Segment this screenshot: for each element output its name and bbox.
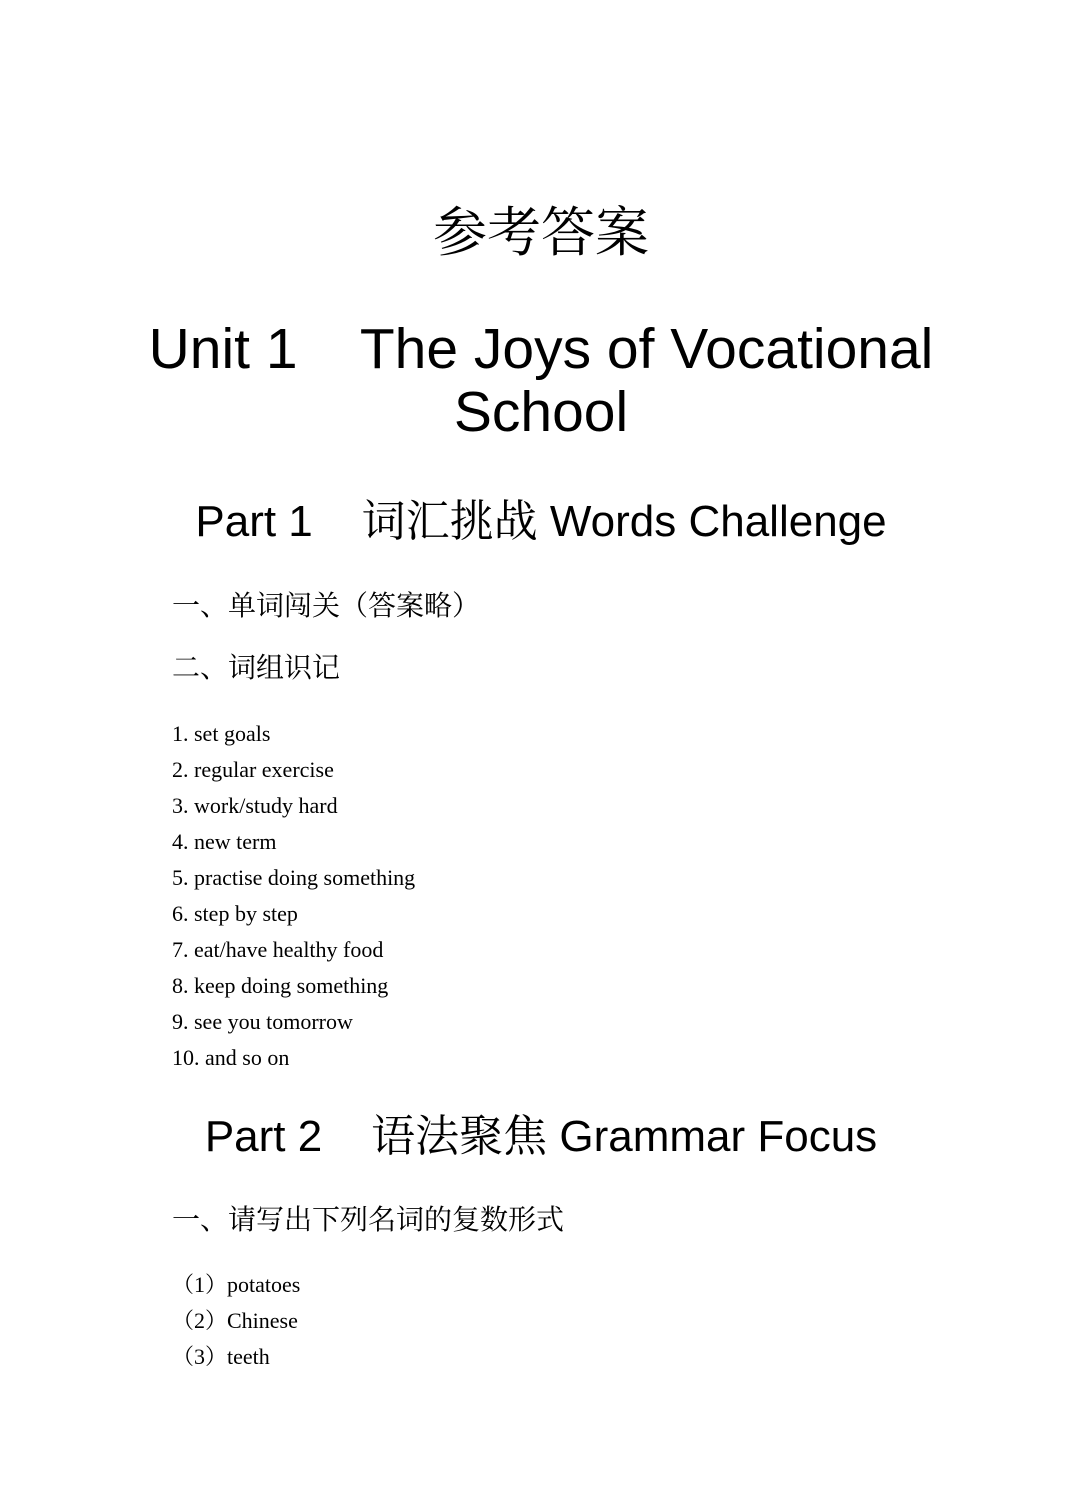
part2-section1-heading: 一、请写出下列名词的复数形式 (172, 1203, 565, 1236)
list-item: （3）teeth (172, 1344, 270, 1369)
list-item: 9. see you tomorrow (172, 1009, 353, 1034)
part2-heading: Part 2 语法聚焦 Grammar Focus (204, 1112, 878, 1161)
list-item: 4. new term (172, 829, 277, 854)
list-item: 8. keep doing something (172, 973, 389, 998)
list-item: （2）Chinese (172, 1308, 298, 1333)
list-item: 10. and so on (172, 1045, 290, 1070)
list-item: 6. step by step (172, 901, 298, 926)
document-title: 参考答案 (433, 201, 649, 264)
plural-answer-list (172, 1267, 300, 1375)
list-item: 2. regular exercise (172, 757, 334, 782)
phrase-answer-list (172, 716, 415, 1076)
list-item: 3. work/study hard (172, 793, 338, 818)
list-item: 7. eat/have healthy food (172, 937, 384, 962)
part1-section1-heading: 一、单词闯关（答案略） (172, 589, 481, 622)
list-item: （1）potatoes (172, 1272, 301, 1297)
unit-title: Unit 1 The Joys of Vocational School (148, 317, 950, 444)
part1-section2-heading: 二、词组识记 (172, 651, 341, 684)
list-item: 5. practise doing something (172, 865, 416, 890)
part1-heading: Part 1 词汇挑战 Words Challenge (195, 497, 887, 546)
list-item: 1. set goals (172, 721, 271, 746)
